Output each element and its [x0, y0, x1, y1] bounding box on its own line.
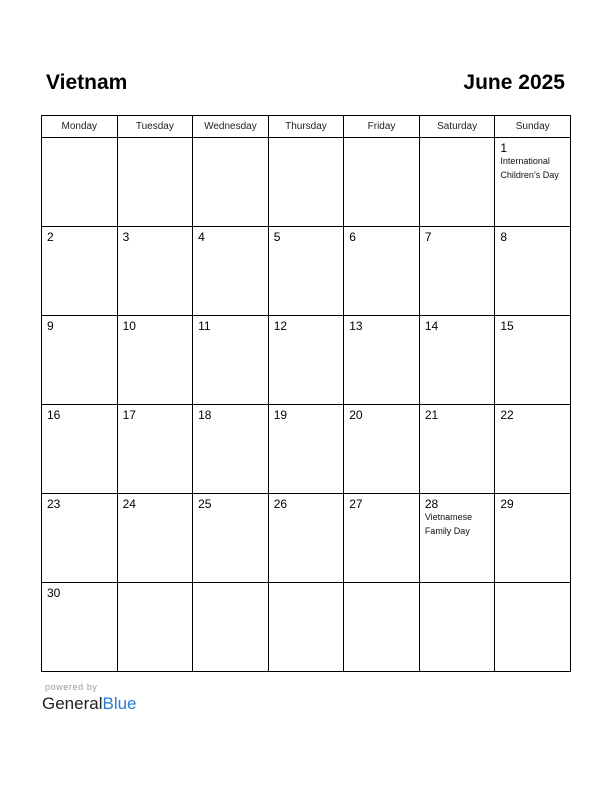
day-number — [344, 138, 419, 141]
calendar-day-cell — [344, 227, 420, 316]
calendar-day-cell — [42, 583, 118, 672]
calendar-day-cell — [42, 494, 118, 583]
calendar-day-cell — [193, 316, 269, 405]
weekday-header: Tuesday — [117, 116, 193, 138]
weekday-header: Friday — [344, 116, 420, 138]
calendar-day-cell — [344, 138, 420, 227]
calendar-day-cell — [193, 405, 269, 494]
powered-by-label: powered by — [45, 682, 98, 692]
generalblue-logo — [42, 694, 137, 714]
day-number: 8 — [500, 230, 508, 244]
calendar-day-cell — [117, 405, 193, 494]
calendar-week-row — [42, 405, 571, 494]
calendar-day-cell — [42, 227, 118, 316]
day-number — [118, 583, 193, 586]
day-number — [495, 583, 570, 586]
day-number: 13 — [349, 319, 363, 333]
day-number: 30 — [47, 586, 61, 600]
day-number — [193, 583, 268, 586]
calendar-day-cell — [419, 227, 495, 316]
brand-general-text: General — [42, 694, 103, 713]
calendar-day-cell — [344, 583, 420, 672]
calendar-day-cell — [419, 405, 495, 494]
day-number: 6 — [349, 230, 356, 244]
day-number: 20 — [349, 408, 363, 422]
day-number: 10 — [122, 319, 136, 333]
day-number — [420, 138, 495, 141]
holiday-label: Vietnamese Family Day — [424, 512, 473, 536]
calendar-day-cell — [117, 583, 193, 672]
weekday-header: Wednesday — [193, 116, 269, 138]
calendar-day-cell — [419, 494, 495, 583]
day-number: 29 — [500, 497, 514, 511]
day-number: 22 — [500, 408, 514, 422]
calendar-day-cell — [117, 316, 193, 405]
day-number: 4 — [198, 230, 205, 244]
day-number: 23 — [47, 497, 61, 511]
calendar-day-cell — [419, 583, 495, 672]
day-number — [420, 583, 495, 586]
day-number — [344, 583, 419, 586]
calendar-body — [42, 138, 571, 672]
calendar-day-cell — [117, 494, 193, 583]
day-number: 12 — [273, 319, 288, 333]
calendar-day-cell — [268, 405, 344, 494]
calendar-week-row — [42, 494, 571, 583]
calendar-day-cell — [495, 316, 571, 405]
day-number: 19 — [273, 408, 288, 422]
calendar-day-cell — [344, 494, 420, 583]
calendar-grid — [41, 115, 571, 672]
day-number: 21 — [424, 408, 439, 422]
weekday-header: Thursday — [268, 116, 344, 138]
day-number: 3 — [122, 230, 130, 244]
calendar-week-row — [42, 138, 571, 227]
brand-blue-text: Blue — [102, 694, 137, 713]
calendar-day-cell — [419, 316, 495, 405]
holiday-label: International Children’s Day — [500, 156, 559, 180]
calendar-day-cell — [495, 494, 571, 583]
day-number: 18 — [198, 408, 212, 422]
calendar-day-cell — [193, 494, 269, 583]
calendar-day-cell — [495, 583, 571, 672]
calendar-week-row — [42, 583, 571, 672]
calendar-day-cell — [495, 138, 571, 227]
day-number — [118, 138, 193, 141]
day-number: 24 — [122, 497, 136, 511]
calendar-day-cell — [193, 583, 269, 672]
calendar-week-row — [42, 227, 571, 316]
day-number: 25 — [198, 497, 212, 511]
day-number: 2 — [47, 230, 54, 244]
day-number: 1 — [500, 141, 508, 155]
weekday-header: Saturday — [419, 116, 495, 138]
day-number: 5 — [273, 230, 281, 244]
calendar-day-cell — [344, 316, 420, 405]
day-number: 26 — [273, 497, 288, 511]
day-number — [42, 138, 117, 141]
calendar-month-title: June 2025 — [463, 71, 565, 94]
calendar-day-cell — [42, 316, 118, 405]
day-number: 7 — [424, 230, 432, 244]
day-number: 15 — [500, 319, 514, 333]
calendar-day-cell — [117, 138, 193, 227]
weekday-header: Monday — [42, 116, 118, 138]
calendar-day-cell — [268, 316, 344, 405]
day-number — [193, 138, 268, 141]
calendar-day-cell — [268, 138, 344, 227]
day-number: 16 — [47, 408, 61, 422]
calendar-country-title: Vietnam — [46, 71, 128, 94]
calendar-day-cell — [419, 138, 495, 227]
day-number — [269, 138, 344, 141]
calendar-day-cell — [193, 138, 269, 227]
day-number: 17 — [122, 408, 136, 422]
day-number — [269, 583, 344, 586]
day-number: 14 — [424, 319, 439, 333]
calendar-day-cell — [268, 494, 344, 583]
calendar-day-cell — [495, 227, 571, 316]
calendar-day-cell — [193, 227, 269, 316]
calendar-day-cell — [268, 583, 344, 672]
weekday-header-row — [42, 116, 571, 138]
day-number: 27 — [349, 497, 363, 511]
calendar-day-cell — [344, 405, 420, 494]
calendar-week-row — [42, 316, 571, 405]
calendar-day-cell — [495, 405, 571, 494]
calendar-day-cell — [42, 405, 118, 494]
weekday-header: Sunday — [495, 116, 571, 138]
day-number: 28 — [424, 497, 439, 511]
day-number: 9 — [47, 319, 54, 333]
calendar-day-cell — [42, 138, 118, 227]
calendar-day-cell — [117, 227, 193, 316]
day-number: 11 — [198, 319, 211, 333]
calendar-day-cell — [268, 227, 344, 316]
